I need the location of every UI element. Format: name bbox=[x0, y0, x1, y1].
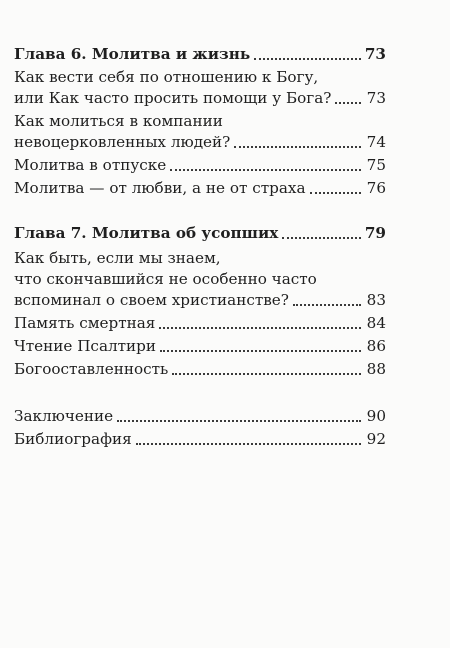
toc-title: Глава 7. Молитва об усопших bbox=[14, 224, 279, 242]
toc-title-line: или Как часто просить помощи у Бога? bbox=[14, 89, 332, 107]
toc-page-number: 86 bbox=[366, 337, 386, 355]
dot-leader bbox=[136, 443, 361, 445]
toc-page-number: 73 bbox=[366, 89, 386, 107]
toc-title-line: Как быть, если мы знаем, bbox=[14, 249, 221, 267]
toc-entry-psalter bbox=[14, 336, 386, 357]
toc-title-line: невоцерковленных людей? bbox=[14, 133, 231, 151]
toc-entry-pray-company bbox=[14, 111, 386, 153]
toc-title: Библиография bbox=[14, 430, 132, 448]
toc-page-number: 74 bbox=[366, 133, 386, 151]
toc-page-number: 83 bbox=[366, 291, 386, 309]
dot-leader bbox=[254, 58, 361, 60]
toc-page-number: 90 bbox=[366, 407, 386, 425]
toc-page-number: 84 bbox=[366, 314, 386, 332]
toc-title-line: что скончавшийся не особенно часто bbox=[14, 270, 317, 288]
dot-leader bbox=[172, 373, 361, 375]
toc-page-number: 88 bbox=[366, 360, 386, 378]
dot-leader bbox=[310, 192, 361, 194]
toc-entry-vacation bbox=[14, 155, 386, 176]
dot-leader bbox=[282, 237, 361, 239]
dot-leader bbox=[234, 146, 361, 148]
toc-entry-love-fear bbox=[14, 178, 386, 199]
dot-leader bbox=[160, 350, 361, 352]
toc-page-number: 75 bbox=[366, 156, 386, 174]
toc-title: Память смертная bbox=[14, 314, 156, 332]
toc-page-number: 73 bbox=[364, 45, 386, 63]
toc-title: Заключение bbox=[14, 407, 114, 425]
toc-entry-deceased bbox=[14, 248, 386, 311]
toc-title: Глава 6. Молитва и жизнь bbox=[14, 45, 251, 63]
toc-chapter-7 bbox=[14, 223, 386, 244]
dot-leader bbox=[117, 420, 361, 422]
toc-entry-god-help bbox=[14, 67, 386, 109]
toc-title: Молитва в отпуске bbox=[14, 156, 167, 174]
dot-leader bbox=[170, 169, 361, 171]
toc-page-number: 79 bbox=[364, 224, 386, 242]
toc-title: Чтение Псалтири bbox=[14, 337, 157, 355]
toc-title-line: вспоминал о своем христианстве? bbox=[14, 291, 289, 309]
toc-title-line: Как вести себя по отношению к Богу, bbox=[14, 68, 319, 86]
dot-leader bbox=[159, 327, 361, 329]
toc-chapter-6 bbox=[14, 44, 386, 65]
toc-entry-memory-death bbox=[14, 313, 386, 334]
table-of-contents bbox=[14, 44, 386, 450]
toc-page-number: 92 bbox=[366, 430, 386, 448]
toc-entry-abandonment bbox=[14, 359, 386, 380]
toc-title: Богооставленность bbox=[14, 360, 169, 378]
toc-title: Молитва — от любви, а не от страха bbox=[14, 179, 306, 197]
toc-entry-bibliography bbox=[14, 429, 386, 450]
toc-title-line: Как молиться в компании bbox=[14, 112, 223, 130]
dot-leader bbox=[293, 304, 361, 306]
toc-entry-conclusion bbox=[14, 406, 386, 427]
toc-page-number: 76 bbox=[366, 179, 386, 197]
dot-leader bbox=[335, 102, 361, 104]
